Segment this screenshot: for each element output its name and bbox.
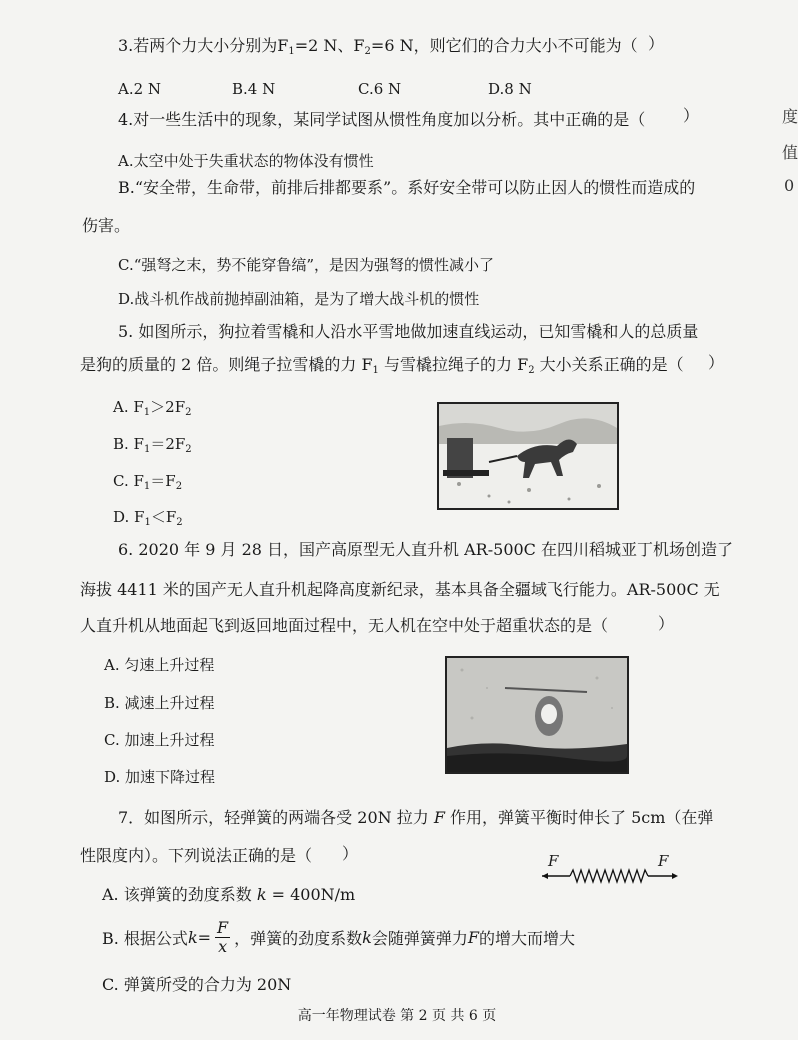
q5-line1: 5. 如图所示，狗拉着雪橇和人沿水平雪地做加速直线运动，已知雪橇和人的总质量: [118, 322, 699, 341]
q5-option-b: B. $F_1=2F_2$: [113, 435, 192, 455]
page-footer: 高一年物理试卷 第 2 页 共 6 页: [297, 1008, 497, 1024]
sled-dog-illustration: [439, 404, 617, 508]
q3-paren-close: ）: [648, 34, 665, 53]
q6-paren-close: ）: [658, 614, 675, 633]
q7-line1: 7．如图所示，轻弹簧的两端各受 20N 拉力 F 作用，弹簧平衡时伸长了 5cm（在弹: [118, 808, 714, 827]
q7-paren-close: ）: [342, 844, 359, 863]
q5-paren-close: ）: [708, 353, 725, 372]
q4-paren-close: ）: [683, 106, 700, 125]
margin-char-1: 度: [782, 107, 798, 126]
q5-option-a: A. $F_1>2F_2$: [113, 398, 192, 418]
q4-option-d: D.战斗机作战前抛掉副油箱，是为了增大战斗机的惯性: [118, 290, 480, 308]
q4-option-b-line2: 伤害。: [82, 216, 131, 235]
q3-option-a: A.2 N: [118, 80, 162, 98]
q6-option-b: B. 减速上升过程: [104, 694, 215, 712]
q7-line2: 性限度内）。下列说法正确的是（: [80, 846, 313, 865]
q5-line2: 是狗的质量的 2 倍。则绳子拉雪橇的力 $F_1$ 与雪橇拉绳子的力 $F_2$ 大小关系正确的是（: [80, 355, 684, 376]
q6-line1: 6. 2020 年 9 月 28 日，国产高原型无人直升机 AR-500C 在四川稻城亚丁机场创造了: [118, 540, 734, 559]
margin-char-2: 值: [782, 143, 798, 162]
spring-diagram: [540, 852, 680, 886]
q3-option-c: C.6 N: [358, 80, 402, 98]
q3-option-d: D.8 N: [488, 80, 532, 98]
helicopter-image: [445, 656, 629, 774]
q4-option-a: A.太空中处于失重状态的物体没有惯性: [118, 152, 374, 170]
q3-stem: 3.若两个力大小分别为$F_1=2$ N、$F_2=6$ N，则它们的合力大小不可能为（: [118, 36, 638, 57]
q5-option-d: D. $F_1<F_2$: [113, 508, 183, 528]
q4-option-c: C.“强弩之末，势不能穿鲁缟”，是因为强弩的惯性减小了: [118, 256, 495, 274]
q4-stem: 4.对一些生活中的现象，某同学试图从惯性角度加以分析。其中正确的是（: [118, 110, 646, 129]
spring-icon: [540, 852, 680, 886]
k-formula: $\frac{F}{x}$: [217, 917, 229, 956]
q6-option-a: A. 匀速上升过程: [104, 656, 215, 674]
helicopter-illustration: [447, 658, 627, 772]
q5-option-c: C. $F_1=F_2$: [113, 472, 183, 492]
q7-option-b: B. 根据公式 k = $\frac{F}{x}$ ，弹簧的劲度系数 k 会随弹簧弹力 F 的增大而增大: [102, 917, 576, 956]
spring-label-left: F: [548, 852, 559, 870]
margin-char-3: 0: [784, 176, 795, 195]
q6-option-c: C. 加速上升过程: [104, 731, 215, 749]
spring-label-right: F: [658, 852, 669, 870]
q7-option-c: C. 弹簧所受的合力为 20N: [102, 975, 292, 994]
q6-line2: 海拔 4411 米的国产无人直升机起降高度新纪录，基本具备全疆域飞行能力。AR-500C 无: [80, 580, 720, 599]
q4-option-b-line1: B.“安全带，生命带，前排后排都要系”。系好安全带可以防止因人的惯性而造成的: [118, 178, 696, 197]
sled-dog-image: [437, 402, 619, 510]
q6-option-d: D. 加速下降过程: [104, 768, 216, 786]
q6-line3: 人直升机从地面起飞到返回地面过程中，无人机在空中处于超重状态的是（: [80, 616, 609, 635]
q7-option-a: A. 该弹簧的劲度系数 k = 400N/m: [102, 885, 356, 904]
q3-option-b: B.4 N: [232, 80, 276, 98]
